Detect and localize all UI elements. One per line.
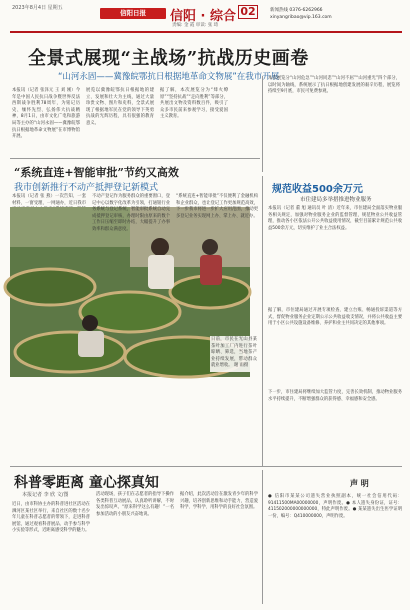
story2-subhead: 我市创新推行不动产抵押登记新模式 [14,183,159,193]
section-title: 信阳 · 综合 [170,9,236,24]
photo-caption-text: 日前，市民在光山县某茶叶加工厂内进行茶叶晾晒、筛选，当地茶产业持续发展，带动群众就业增收。 [211,337,257,369]
column-divider [262,176,263,466]
story2-col1: 本报讯（记者 张 燕）一次告知、一套材料、一窗受理、一网通办，近日我市 [12,194,86,206]
newspaper-logo: 信阳日报 [100,8,166,19]
story3-col2: 据了解，市住建局通过开展专项检查、建立台账、畅通投诉渠道等方式，督促物业服务企业定期公示公共收益收支情况，并将公共收益主要用于小区公共设施设备维修、养护和业主共同决定的其他事项。 [268,308,402,327]
photo-caption [210,336,258,372]
story-divider [10,466,402,467]
story3-col1: 本报讯（记者 董 旭 通讯员 叶 清）近年来，市住建局全面落实物业服务相关规定，加强对物业服务企业的监督管理，规范物业公共收益管理，推动各小区依法公开公共收益使用情况，截至目前累计规范公共收益500余万元，切实维护了业主合法权益。 [268,206,402,231]
story1-col2: 展览以冀豫皖鄂抗日根据地的建立、发展和壮大为主线，通过大量珍贵文物、图片和史料，全景式展现了根据地军民在党的领导下英勇抗战的光辉历程，具有很强的教育意义。 [86,88,154,126]
story2-col2: 不动产登记作为服务群众的重要窗口，登记中心以数字化改革为引领，打通银行业务系统与登记系统，智能审批系统自动完成抵押登记审核，办理时限由原来的数个工作日压缩至即时办结，大幅提升了办事效率和群众满意度。 [92,194,170,232]
story2-headline: “系统直连+智能审批”节约又高效 [14,166,179,179]
story4-byline: 本报记者 李 欣 文/图 [22,492,69,498]
story-divider [10,158,260,159]
story1-col4: 本次展览分“山河危急”“山河同悲”“山河不屈”“山河重光”四个部分，以时间为轴线，系统展示了抗日根据地创建发展的艰辛历程，展览将持续至9月底，市民可免费参观。 [268,76,400,95]
date-line: 2023年8月4日 星期五 [12,5,63,11]
story4-col2: 活动现场，孩子们在志愿者的指导下操作各类科普互动展品，认真聆听讲解，不时发出惊叹声。“原来科学这么有趣！”一名参加活动的小朋友兴奋地说。 [96,492,174,517]
notice-body: ● 信阳市某某公司遗失营业执照副本，统一社会信用代码：91411500MA00000000，声明作废。● 本人遗失身份证，证号：411502000000000000，特此声明作废。● 某某遗失出生医学证明一份，编号：Q410000000，声明作废。 [268,494,402,519]
story1-headline: 全景式展现“主战场”抗战历史画卷 [28,48,309,69]
notice-title: 声 明 [350,479,369,488]
story4-headline: 科普零距离 童心探真知 [14,475,159,491]
hotline-block [270,8,332,21]
column-divider [262,470,263,604]
hotline-phone: 新闻热线 0376-6262966 [270,8,323,13]
editors-line: 责编: 金 霞 审读: 张 琦 [172,23,219,28]
page-number: 02 [238,5,258,19]
story2-col3: “系统直连+智能审批”不仅便利了金融机构和企业群众，也让登记工作更加规范高效，下一步我市将进一步扩大应用范围，推动更多登记业务实现网上办、掌上办、就近办。 [176,194,258,219]
header-rule [10,31,402,33]
story3-col3: 下一步，市住建局将继续加大监管力度，完善长效机制，推动物业服务水平持续提升，不断增强群众的获得感、幸福感和安全感。 [268,390,402,402]
story3-headline: 规范收益500余万元 [272,184,363,195]
column-divider [262,76,263,172]
story4-col3: 据介绍，此次活动旨在激发青少年的科学兴趣，培养创新思维和动手能力，营造爱科学、学科学、用科学的良好社会氛围。 [180,492,258,511]
story1-subhead: “山河永固——冀豫皖鄂抗日根据地革命文物展”在我市开展 [58,72,280,82]
hotline-email: xinyangribao@vip.163.com [270,14,332,20]
story1-col3: 据了解，本次展览分为“烽火燎原”“坚持抗战”“走向胜利”等部分，共展出文物及资料数百件，吸引了众多市民前来参观学习，接受爱国主义教育。 [160,88,228,120]
story3-subhead: 市住建局多举措推进物业服务 [300,197,372,203]
story4-col1: 近日，由市科协主办的科普进社区活动在浉河区某社区举行，来自社区的数十名少年儿童在科普志愿者的带领下，走进科普展馆，通过观看科普展品、动手参与科学小实验等形式，近距离感受科学的魅力。 [12,502,90,534]
photo-credit: 谢 雨摄 [233,363,249,369]
story1-col1: 本报讯（记者 张泽元 王 刘 刚）今年是中国人民抗日战争暨世界反法西斯战争胜利78周年，为铭记历史、缅怀先烈、弘扬伟大抗战精神，8月1日，由市文化广电和旅游局等主办的“山河永固——冀豫皖鄂抗日根据地革命文物展”在市博物馆开展。 [12,88,80,140]
